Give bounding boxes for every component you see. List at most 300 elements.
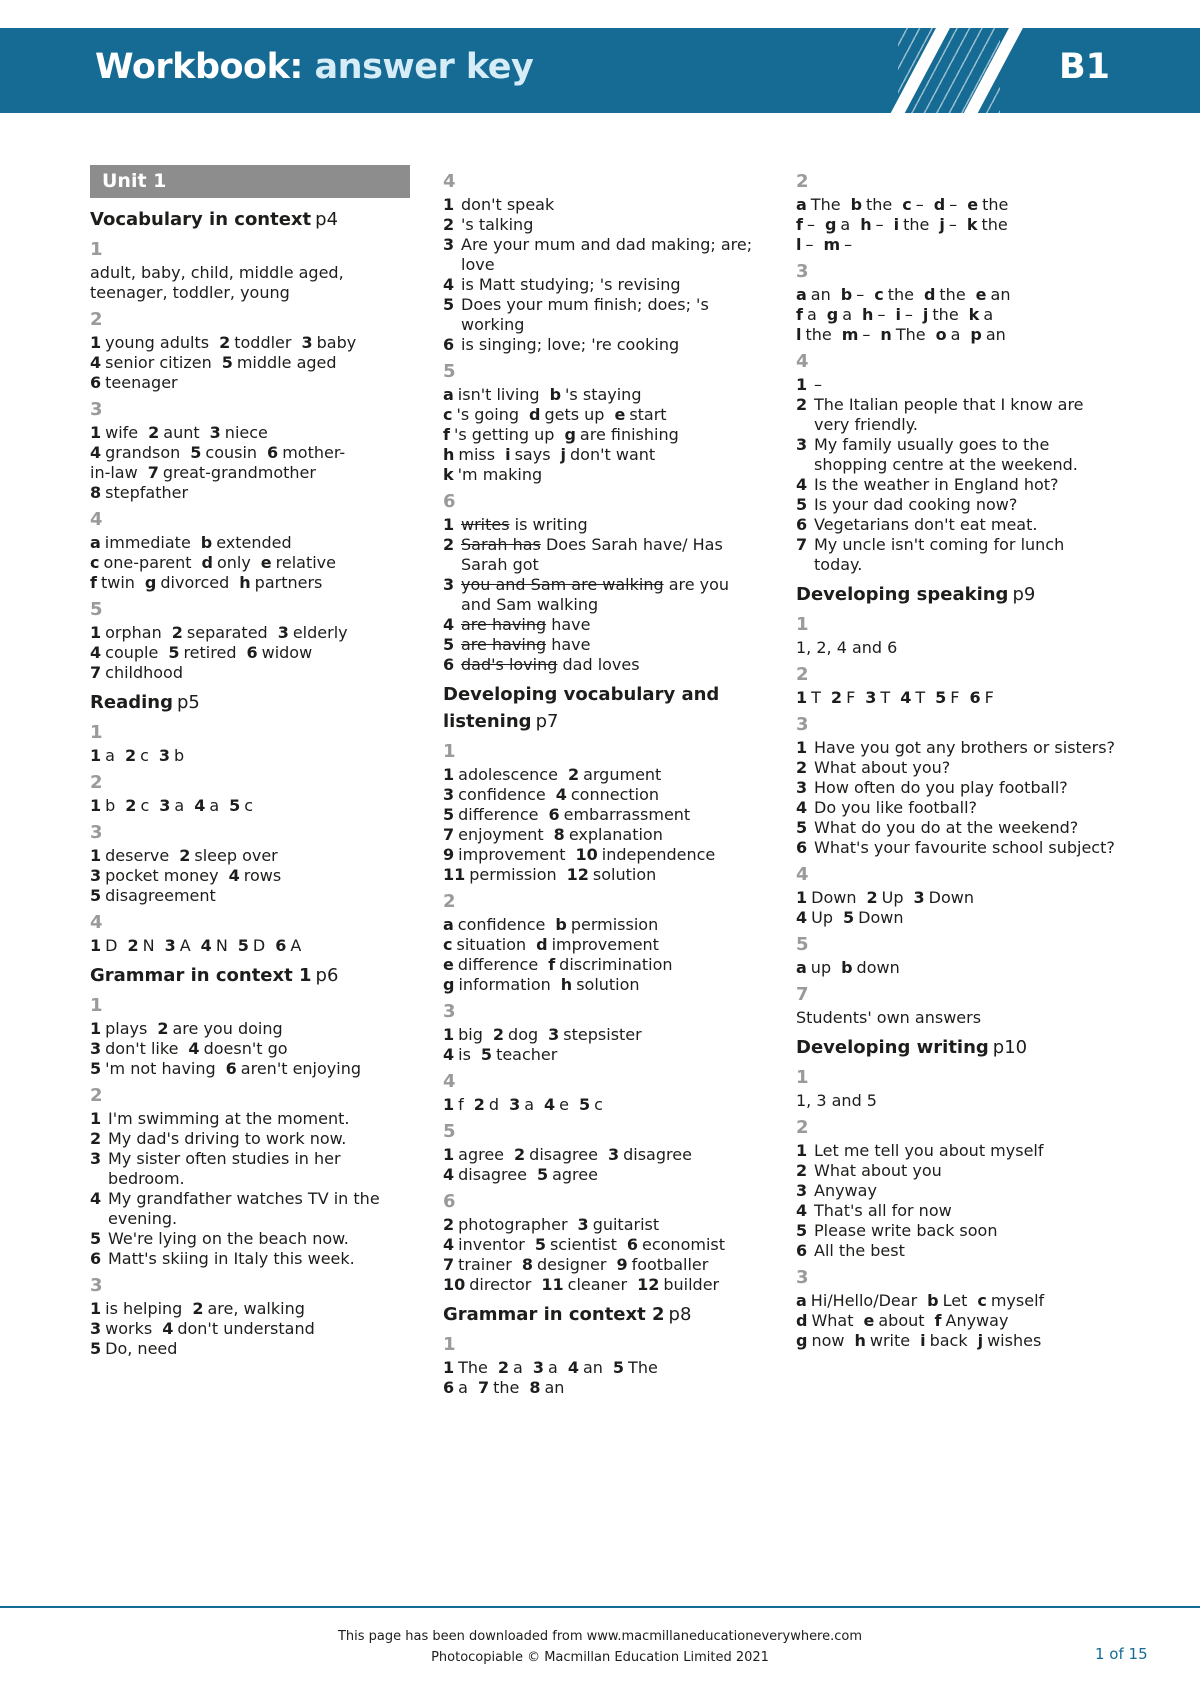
answer-item: [514, 1145, 598, 1165]
item-label: i: [505, 445, 511, 464]
answer-item: [902, 195, 923, 215]
answer-row: [443, 1145, 763, 1165]
answer-line: [443, 295, 763, 335]
item-label: 3: [90, 1039, 102, 1058]
exercise: [90, 307, 410, 393]
answer-item: [548, 955, 672, 975]
item-answer: down: [856, 958, 900, 977]
item-answer: stepfather: [105, 483, 189, 502]
answer-item: [90, 553, 191, 573]
exercise-number: 2: [90, 309, 103, 330]
item-answer: Does your mum finish; does; 's working: [461, 295, 709, 334]
item-label: l: [796, 325, 802, 344]
item-label: 7: [477, 1378, 490, 1397]
item-answer: guitarist: [592, 1215, 660, 1234]
exercise-number: 5: [443, 361, 456, 382]
correction-line: [443, 655, 763, 675]
item-label: e: [863, 1311, 875, 1330]
answer-line: [796, 495, 1116, 515]
answer-item: [90, 623, 162, 643]
item-answer: stepsister: [563, 1025, 642, 1044]
answer-item: [246, 643, 312, 663]
item-label: 1: [443, 1095, 455, 1114]
item-answer: childhood: [105, 663, 183, 682]
answer-item: [860, 215, 883, 235]
item-answer: couple: [105, 643, 159, 662]
item-answer: –: [875, 215, 884, 234]
answer-item: [90, 373, 178, 393]
item-label: h: [854, 1331, 866, 1350]
item-answer: F: [846, 688, 856, 707]
item-label: 1: [90, 796, 102, 815]
answer-item: [936, 325, 961, 345]
answer-item: [895, 305, 912, 325]
page-reference: p10: [992, 1037, 1028, 1058]
answer-item: [90, 1059, 216, 1079]
item-answer: an: [582, 1358, 603, 1377]
item-answer: I'm swimming at the moment.: [108, 1109, 350, 1128]
item-label: a: [90, 533, 101, 552]
item-answer: separated: [186, 623, 268, 642]
item-answer: the: [981, 215, 1008, 234]
item-label: c: [874, 285, 884, 304]
exercise: [796, 349, 1116, 575]
item-label: 6: [796, 838, 808, 857]
answer-item: [627, 1235, 725, 1255]
item-label: 4: [90, 353, 102, 372]
answer-row: [443, 915, 763, 935]
item-answer: c: [140, 796, 150, 815]
exercise-number: 1: [796, 1067, 809, 1088]
section-heading: [90, 962, 410, 989]
item-label: o: [935, 325, 947, 344]
answer-line: [796, 1161, 1116, 1181]
exercise: [796, 1265, 1116, 1351]
answer-row: [90, 1039, 410, 1059]
answer-line: [796, 1241, 1116, 1261]
answer-item: [261, 553, 336, 573]
item-answer: teacher: [496, 1045, 558, 1064]
item-answer: independence: [601, 845, 716, 864]
item-label: g: [564, 425, 576, 444]
answer-row: [90, 746, 410, 766]
item-label: 5: [443, 295, 455, 314]
item-answer: are you doing: [172, 1019, 283, 1038]
item-label: 5: [612, 1358, 625, 1377]
item-label: m: [841, 325, 859, 344]
exercise-number: 5: [90, 599, 103, 620]
answer-item: [90, 886, 216, 906]
answer-item: [443, 915, 545, 935]
struck-text: Sarah has: [461, 535, 541, 554]
item-label: 4: [443, 1235, 455, 1254]
item-label: b: [840, 285, 853, 304]
item-answer: a: [983, 305, 994, 324]
item-answer: 's staying: [565, 385, 642, 404]
answer-line: [443, 215, 763, 235]
item-label: h: [560, 975, 573, 994]
item-answer: widow: [261, 643, 313, 662]
item-answer: My family usually goes to the shopping centre at the weekend.: [814, 435, 1078, 474]
answer-item: [796, 888, 856, 908]
item-answer: What do you do at the weekend?: [814, 818, 1079, 837]
answer-text: Students' own answers: [796, 1008, 982, 1027]
answer-row: [90, 623, 410, 643]
item-label: 6: [443, 1378, 455, 1397]
item-answer: T: [915, 688, 926, 707]
answer-item: [544, 1095, 569, 1115]
item-label: a: [443, 385, 454, 404]
item-answer: a: [840, 215, 851, 234]
section-heading: [796, 1034, 1116, 1061]
item-answer: cousin: [205, 443, 258, 462]
answer-item: [900, 688, 925, 708]
answer-row: [90, 936, 410, 956]
item-label: f: [796, 215, 803, 234]
item-answer: miss: [458, 445, 496, 464]
struck-text: writes: [461, 515, 510, 534]
item-label: i: [920, 1331, 926, 1350]
answer-item: [172, 623, 268, 643]
answer-item: [564, 425, 678, 445]
answer-line: [796, 778, 1116, 798]
answer-item: [796, 1331, 844, 1351]
item-answer: Are your mum and dad making; are; love: [461, 235, 753, 274]
item-answer: 's getting up: [453, 425, 555, 444]
item-label: e: [443, 955, 454, 974]
answer-item: [222, 353, 337, 373]
item-answer: immediate: [104, 533, 191, 552]
struck-text: are having: [461, 635, 547, 654]
item-answer: b: [105, 796, 116, 815]
item-label: 5: [935, 688, 947, 707]
item-answer: That's all for now: [814, 1201, 952, 1220]
answer-item: [90, 1039, 178, 1059]
answer-item: [192, 1299, 305, 1319]
answer-item: [188, 1039, 287, 1059]
exercise-number: 4: [90, 912, 103, 933]
answer-item: [969, 688, 993, 708]
answer-row: [796, 305, 1116, 325]
answer-item: [823, 235, 852, 255]
answer-line: [796, 535, 1116, 575]
item-label: g: [796, 1331, 808, 1350]
answer-item: [159, 746, 184, 766]
answer-line: [90, 1129, 410, 1149]
answer-item: [301, 333, 356, 353]
item-answer: permission: [469, 865, 557, 884]
item-label: 4: [544, 1095, 556, 1114]
answer-row: [90, 1059, 410, 1079]
answer-item: [127, 936, 154, 956]
answer-line: [796, 738, 1116, 758]
item-label: 4: [443, 1165, 455, 1184]
answer-item: [535, 1235, 617, 1255]
answer-item: [550, 385, 642, 405]
item-label: 1: [90, 846, 102, 865]
item-label: 3: [796, 435, 808, 454]
item-answer: isn't living: [457, 385, 540, 404]
exercise-number: 5: [443, 1121, 456, 1142]
exercise-number: 7: [796, 984, 809, 1005]
item-answer: information: [458, 975, 551, 994]
answer-item: [201, 553, 250, 573]
item-label: 1: [90, 333, 102, 352]
item-answer: permission: [570, 915, 659, 934]
answer-item: [978, 1331, 1042, 1351]
answer-item: [841, 958, 900, 978]
exercise-number: 1: [90, 239, 103, 260]
answer-item: [796, 1311, 854, 1331]
item-label: 2: [492, 1025, 505, 1044]
item-answer: start: [629, 405, 667, 424]
item-label: 9: [443, 845, 455, 864]
item-label: 4: [796, 798, 808, 817]
item-label: 7: [443, 1255, 455, 1274]
item-label: 5: [90, 1229, 102, 1248]
answer-row: [443, 425, 763, 445]
item-answer: The: [810, 195, 841, 214]
answer-item: [90, 643, 158, 663]
item-label: 2: [443, 1215, 455, 1234]
answer-row: [443, 1165, 763, 1185]
exercise: [796, 932, 1116, 978]
exercise-number: 3: [796, 261, 809, 282]
answer-line: [90, 1249, 410, 1269]
item-label: 8: [521, 1255, 533, 1274]
item-label: 4: [90, 643, 102, 662]
item-answer: Is your dad cooking now?: [814, 495, 1018, 514]
item-answer: big: [458, 1025, 483, 1044]
answer-line: [796, 1221, 1116, 1241]
item-answer: extended: [216, 533, 292, 552]
section-title: Reading: [90, 692, 173, 713]
answer-item: [556, 785, 659, 805]
answer-item: [796, 908, 833, 928]
answer-item: [443, 1235, 525, 1255]
answer-item: [90, 866, 219, 886]
answer-item: [165, 936, 191, 956]
answer-item: [157, 1019, 282, 1039]
answer-row: [90, 1339, 410, 1359]
answer-line: [796, 475, 1116, 495]
answer-row: [443, 1378, 763, 1398]
item-answer: c: [140, 746, 149, 765]
exercise-number: 3: [90, 1275, 103, 1296]
answer-item: [827, 305, 852, 325]
item-answer: don't understand: [177, 1319, 315, 1338]
answer-item: [533, 1358, 558, 1378]
answer-item: [275, 936, 301, 956]
item-answer: discrimination: [559, 955, 673, 974]
item-answer: What about you: [814, 1161, 942, 1180]
item-label: 3: [90, 1149, 102, 1168]
item-answer: agree: [552, 1165, 598, 1184]
answer-item: [554, 825, 663, 845]
item-answer: c: [594, 1095, 603, 1114]
item-answer: –: [856, 285, 865, 304]
item-label: d: [529, 405, 541, 424]
answer-item: [796, 958, 831, 978]
item-label: 3: [277, 623, 289, 642]
item-label: 7: [796, 535, 808, 554]
item-label: c: [902, 195, 912, 214]
item-answer: –: [948, 215, 957, 234]
item-label: 4: [796, 1201, 808, 1220]
item-label: 5: [480, 1045, 493, 1064]
answer-line: [796, 375, 1116, 395]
item-label: f: [548, 955, 556, 974]
exercise: [90, 397, 410, 503]
answer-item: [443, 1378, 468, 1398]
item-label: 7: [443, 825, 455, 844]
item-answer: sleep over: [194, 846, 278, 865]
item-label: 3: [90, 866, 102, 885]
exercise: [796, 169, 1116, 255]
correction-line: [443, 635, 763, 655]
item-answer: director: [469, 1275, 532, 1294]
correction-line: [443, 535, 763, 575]
page-number: 1 of 15: [1095, 1645, 1148, 1663]
item-label: 2: [473, 1095, 485, 1114]
answer-text: adult, baby, child, middle aged, teenager, toddler, young: [90, 263, 344, 302]
section-heading: [796, 581, 1116, 608]
exercise: [90, 720, 410, 766]
answer-item: [493, 1025, 538, 1045]
item-answer: b: [174, 746, 185, 765]
answer-row: [443, 865, 763, 885]
answer-item: [443, 805, 538, 825]
answer-item: [159, 796, 184, 816]
item-label: d: [201, 553, 213, 572]
item-label: 12: [566, 865, 589, 884]
item-answer: don't want: [570, 445, 656, 464]
answer-row: [90, 573, 410, 593]
answer-item: [90, 423, 138, 443]
item-label: 6: [443, 655, 455, 674]
item-answer: dog: [508, 1025, 539, 1044]
section-title: Grammar in context 2: [443, 1304, 665, 1325]
answer-row: [443, 845, 763, 865]
item-label: 1: [90, 1299, 102, 1318]
item-label: 10: [575, 845, 598, 864]
item-label: 4: [162, 1319, 174, 1338]
exercise-number: 2: [796, 1117, 809, 1138]
item-label: 5: [229, 796, 241, 815]
item-label: b: [850, 195, 863, 214]
answer-row: [90, 846, 410, 866]
item-label: 6: [796, 1241, 808, 1260]
answer-item: [880, 325, 925, 345]
item-answer: a: [105, 746, 115, 765]
item-answer: teenager: [105, 373, 178, 392]
answer-line: [90, 1189, 410, 1229]
item-answer: situation: [456, 935, 527, 954]
item-label: 3: [159, 796, 171, 815]
exercise-number: 2: [796, 171, 809, 192]
exercise: [443, 889, 763, 995]
item-label: 7: [147, 463, 159, 482]
answer-item: [613, 1358, 658, 1378]
answer-item: [190, 443, 257, 463]
item-answer: cleaner: [567, 1275, 628, 1294]
item-answer: now: [811, 1331, 845, 1350]
answer-item: [923, 305, 959, 325]
item-label: j: [922, 305, 929, 324]
answer-item: [851, 195, 893, 215]
answer-item: [90, 936, 117, 956]
item-label: l: [796, 235, 802, 254]
corrected-text: dad loves: [562, 655, 640, 674]
answer-line: [443, 335, 763, 355]
exercise: [796, 1065, 1116, 1111]
answer-item: [148, 463, 316, 483]
item-label: p: [970, 325, 982, 344]
item-label: 3: [90, 1319, 102, 1338]
item-answer: a: [842, 305, 853, 324]
answer-item: [162, 1319, 315, 1339]
item-label: 2: [443, 215, 455, 234]
item-label: 2: [125, 796, 137, 815]
item-label: b: [549, 385, 562, 404]
item-label: b: [555, 915, 567, 934]
exercise-number: 2: [796, 664, 809, 685]
column-3: [796, 165, 1116, 1351]
item-answer: Down: [928, 888, 974, 907]
item-answer: the: [805, 325, 832, 344]
item-label: 3: [577, 1215, 589, 1234]
item-label: g: [824, 215, 837, 234]
item-answer: Do, need: [105, 1339, 178, 1358]
item-answer: a: [524, 1095, 535, 1114]
answer-item: [210, 423, 268, 443]
item-label: d: [796, 1311, 808, 1330]
item-label: i: [895, 305, 901, 324]
item-answer: difference: [457, 955, 539, 974]
item-label: 2: [796, 395, 808, 414]
item-answer: scientist: [549, 1235, 617, 1254]
item-answer: T: [880, 688, 891, 707]
item-label: 5: [190, 443, 202, 462]
answer-item: [125, 796, 149, 816]
answer-item: [548, 805, 690, 825]
item-label: 6: [796, 515, 808, 534]
exercise: [90, 993, 410, 1079]
item-answer: The: [895, 325, 926, 344]
answer-item: [614, 405, 666, 425]
corrected-text: have: [551, 635, 591, 654]
correction-line: [443, 515, 763, 535]
item-label: 4: [900, 688, 912, 707]
item-answer: is singing; love; 're cooking: [461, 335, 680, 354]
answer-row: [796, 235, 1116, 255]
item-answer: up: [810, 958, 832, 977]
item-answer: a: [548, 1358, 558, 1377]
item-answer: partners: [254, 573, 323, 592]
item-label: e: [967, 195, 979, 214]
item-label: a: [796, 958, 807, 977]
answer-row: [796, 325, 1116, 345]
answer-item: [568, 1358, 603, 1378]
item-answer: Matt's skiing in Italy this week.: [108, 1249, 355, 1268]
section-heading: [90, 689, 410, 716]
item-label: f: [90, 573, 97, 592]
section-heading: [443, 681, 763, 735]
item-label: n: [880, 325, 892, 344]
item-label: 1: [443, 1025, 455, 1044]
item-label: k: [966, 215, 978, 234]
exercise: [90, 507, 410, 593]
